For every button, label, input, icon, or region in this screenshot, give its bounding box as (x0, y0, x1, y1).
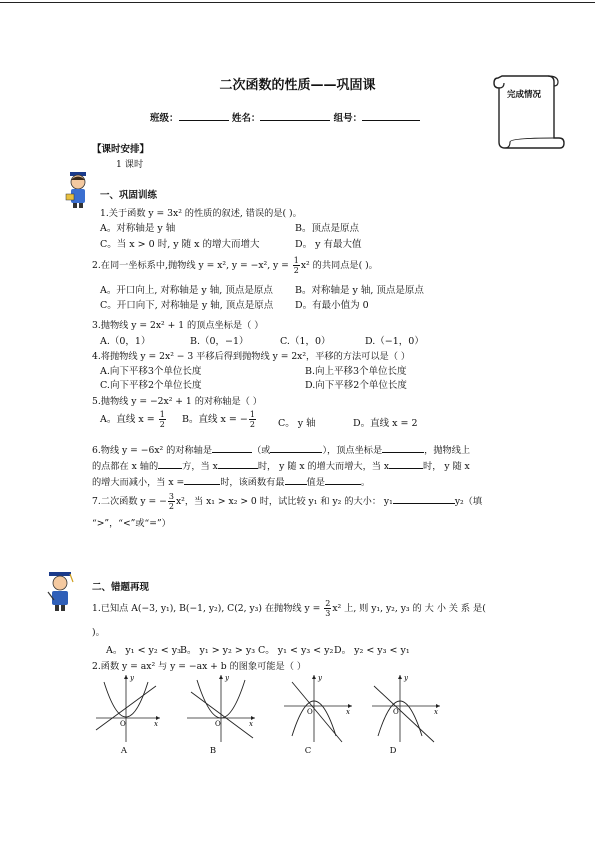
s2-q1-option-c: C。 y₁ < y₃ < y₂ (258, 645, 334, 656)
q6-blank-value[interactable] (325, 475, 361, 485)
graph-b-x: x (249, 720, 253, 728)
q3-option-c: C.（1，0） (280, 336, 331, 347)
graph-a-origin: O (120, 720, 126, 728)
q1-option-d: D。 y 有最大值 (295, 239, 362, 250)
q3-option-a: A.（0，1） (100, 336, 151, 347)
q5-a-fraction: $\frac{1}{2}$ (159, 410, 165, 429)
s2-q1-option-d: D。 y₂ < y₃ < y₁ (334, 645, 410, 656)
graph-c (282, 672, 354, 744)
q6-blank-maxmin[interactable] (285, 475, 307, 485)
q7-line1: 7.二次函数 y = − $\frac{3}{2}$ x²，当 x₁ > x₂ > 0 时，试比较 y₁ 和 y₂ 的大小： y₁ y₂（填 (92, 492, 483, 511)
graph-b-y: y (225, 674, 229, 682)
teacher-cartoon-icon (44, 570, 78, 612)
s2-q1-fraction: $\frac{2}{3}$ (325, 599, 331, 618)
q7-blank-compare[interactable] (393, 494, 455, 504)
q2-stem-post: x² 的共同点是( )。 (300, 260, 378, 271)
graph-d-x: x (434, 708, 438, 716)
q1-stem: 1.关于函数 y = 3x² 的性质的叙述, 错误的是( )。 (100, 208, 302, 219)
s2-q1-stem-end: )。 (92, 627, 105, 638)
graph-d-label: D (389, 746, 397, 756)
q5-option-a: A。直线 x = $\frac{1}{2}$ (100, 410, 165, 429)
q2-option-d: D。有最小值为 0 (295, 300, 369, 311)
graph-d-origin: O (393, 708, 399, 716)
q6-blank-x[interactable] (184, 475, 220, 485)
class-label: 班级： (150, 113, 179, 124)
q6-blank-axis-alt[interactable] (270, 443, 322, 453)
s2-q1-stem: 1.已知点 A(−3, y₁), B(−1, y₂), C(2, y₃) 在抛物线 y = $\frac{2}{3}$ x² 上, 则 y₁, y₂, y₃ 的 大 小 关 系 是( (92, 599, 486, 618)
group-field[interactable] (362, 111, 420, 121)
graph-a-x: x (154, 720, 158, 728)
graph-a (92, 672, 162, 744)
name-label: 姓名： (231, 113, 261, 124)
top-rule (0, 2, 595, 3)
q1-option-a: A。对称轴是 y 轴 (100, 223, 176, 234)
q6-blank-increase[interactable] (218, 459, 258, 469)
q2-stem (92, 256, 378, 275)
teacher-cartoon-icon (62, 170, 94, 210)
graph-a-y: y (130, 674, 134, 682)
q3-stem: 3.抛物线 y = 2x² + 1 的顶点坐标是（ ） (92, 320, 264, 331)
q6-blank-axis[interactable] (212, 443, 252, 453)
q1-option-b: B。顶点是原点 (295, 223, 359, 234)
q6-blank-decrease[interactable] (389, 459, 423, 469)
q5-option-b: B。直线 x = − $\frac{1}{2}$ (182, 410, 255, 429)
schedule-heading: 【课时安排】 (92, 144, 150, 155)
q7-fraction: $\frac{3}{2}$ (168, 492, 174, 511)
q5-b-fraction: $\frac{1}{2}$ (249, 410, 255, 429)
student-info-line (150, 110, 420, 124)
s2-q1-option-b: B。 y₁ > y₂ > y₃ (180, 645, 256, 656)
q6-line1: 6.物线 y = −6x² 的对称轴是 （或 ），顶点坐标是 ，抛物线上 (92, 445, 471, 456)
q6-blank-side[interactable] (158, 459, 182, 469)
q4-stem: 4.将抛物线 y = 2x² − 3 平移后得到抛物线 y = 2x²，平移的方法可以是（ ） (92, 351, 411, 362)
q2-fraction: $\frac{1}{2}$ (293, 256, 299, 275)
s2-q1-option-a: A。 y₁ < y₂ < y₃ (106, 645, 181, 656)
q5-stem: 5.抛物线 y = −2x² + 1 的对称轴是（ ） (92, 396, 262, 407)
graph-b-origin: O (215, 720, 221, 728)
badge-text: 完成情况 (506, 90, 542, 100)
q5-option-d: D。直线 x = 2 (353, 418, 418, 429)
graph-c-label: C (304, 746, 312, 756)
graph-d (370, 672, 442, 744)
section2-heading: 二、错题再现 (92, 582, 150, 593)
page-title: 二次函数的性质——巩固课 (219, 78, 376, 93)
q2-option-b: B。对称轴是 y 轴, 顶点是原点 (295, 285, 424, 296)
q2-option-a: A。开口向上, 对称轴是 y 轴, 顶点是原点 (100, 285, 273, 296)
graph-c-x: x (346, 708, 350, 716)
q4-option-b: B.向上平移3个单位长度 (305, 366, 407, 377)
q4-option-d: D.向下平移2个单位长度 (305, 380, 407, 391)
q6-blank-vertex[interactable] (382, 443, 424, 453)
graph-b-label: B (209, 746, 217, 756)
q4-option-c: C.向下平移2个单位长度 (100, 380, 202, 391)
graph-d-y: y (404, 674, 408, 682)
scroll-badge-icon (488, 70, 568, 155)
graph-c-origin: O (307, 708, 313, 716)
q5-option-c: C。 y 轴 (278, 418, 316, 429)
q4-option-a: A.向下平移3个单位长度 (100, 366, 202, 377)
q2-stem-pre: 2.在同一坐标系中,抛物线 y = x², y = −x², y = (92, 260, 292, 271)
graph-b (183, 672, 258, 744)
q7-line2: “>”，“<”或“=”） (92, 518, 171, 529)
q1-option-c: C。当 x > 0 时, y 随 x 的增大而增大 (100, 239, 260, 250)
q6-line2: 的点都在 x 轴的 方，当 x 时， y 随 x 的增大而增大，当 x 时， y 随 x (92, 461, 470, 472)
name-field[interactable] (260, 111, 330, 121)
s2-q2-stem: 2.函数 y = ax² 与 y = −ax + b 的图象可能是（ ） (92, 661, 307, 672)
q2-option-c: C。开口向下, 对称轴是 y 轴, 顶点是原点 (100, 300, 274, 311)
graph-c-y: y (318, 674, 322, 682)
schedule-value: 1 课时 (116, 159, 144, 170)
group-label: 组号： (333, 113, 363, 124)
section1-heading: 一、巩固训练 (100, 190, 158, 201)
q3-option-b: B.（0，−1） (190, 336, 249, 347)
graph-a-label: A (120, 746, 128, 756)
q6-line3: 的增大而减小，当 x = 时，该函数有最 值是 。 (92, 477, 371, 488)
class-field[interactable] (179, 111, 229, 121)
q3-option-d: D.（−1，0） (365, 336, 424, 347)
